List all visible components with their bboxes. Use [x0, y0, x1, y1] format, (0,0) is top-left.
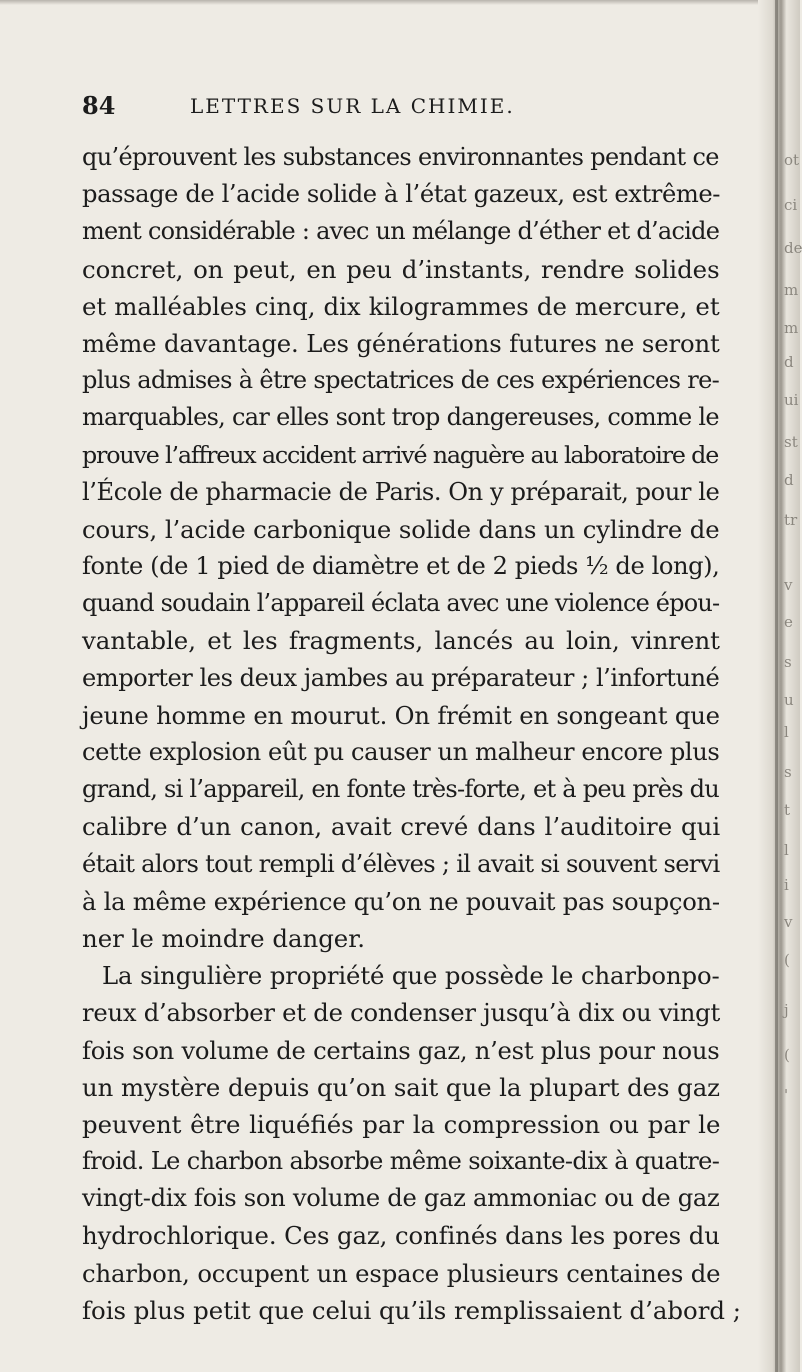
- text-line: cours, l’acide carbonique solide dans un cylindre de: [82, 514, 720, 544]
- bleed-fragment: de: [784, 239, 802, 257]
- text-line: et malléables cinq, dix kilogrammes de mercure, et: [82, 291, 720, 321]
- bleed-fragment: s: [784, 763, 792, 781]
- bleed-fragment: (: [784, 1046, 790, 1064]
- bleed-fragment: u: [784, 691, 794, 709]
- bleed-fragment: ci: [784, 196, 798, 214]
- text-line: grand, si l’appareil, en fonte très-forte, et à peu près du: [82, 775, 720, 804]
- text-line: charbon, occupent un espace plusieurs centaines de: [82, 1258, 721, 1288]
- bleed-fragment: ot: [784, 151, 800, 169]
- bleed-fragment: l: [784, 841, 789, 859]
- running-head: LETTRES SUR LA CHIMIE.: [190, 94, 515, 118]
- bleed-fragment: j: [784, 1001, 789, 1019]
- bleed-fragment: v: [784, 576, 793, 594]
- bleed-fragment: t: [784, 801, 791, 819]
- text-line: l’École de pharmacie de Paris. On y préparait, pour le: [82, 477, 720, 506]
- text-line: fonte (de 1 pied de diamètre et de 2 pieds ½ de long),: [82, 552, 720, 581]
- text-line: froid. Le charbon absorbe même soixante-dix à quatre-: [82, 1147, 720, 1176]
- text-line: reux d’absorber et de condenser jusqu’à dix ou vingt: [82, 998, 720, 1028]
- bleed-fragment: ui: [784, 391, 799, 409]
- bleed-fragment: m: [784, 319, 799, 337]
- text-line: plus admises à être spectatrices de ces expériences re-: [82, 366, 720, 395]
- bleed-fragment: m: [784, 281, 799, 299]
- bleed-fragment: st: [784, 433, 798, 451]
- facing-page-edge: [775, 0, 778, 1372]
- body-text: [82, 139, 741, 1329]
- bleed-fragment: l: [784, 723, 789, 741]
- bleed-fragment: e: [784, 613, 793, 631]
- text-line: un mystère depuis qu’on sait que la plupart des gaz: [82, 1072, 720, 1102]
- text-line: emporter les deux jambes au préparateur ; l’infortuné: [82, 663, 720, 692]
- text-line: ner le moindre danger.: [82, 923, 365, 953]
- bleed-fragment: ': [784, 1086, 789, 1104]
- text-line: peuvent être liquéfiés par la compression ou par le: [82, 1109, 721, 1139]
- page-header: [82, 91, 722, 121]
- bleed-fragment: tr: [784, 511, 798, 529]
- bleed-fragment: i: [784, 876, 789, 894]
- page-top-edge: [0, 0, 780, 5]
- bleed-fragment: v: [784, 913, 793, 931]
- text-line: passage de l’acide solide à l’état gazeux, est extrême-: [82, 180, 721, 209]
- text-line: fois plus petit que celui qu’ils remplissaient d’abord ;: [82, 1295, 741, 1325]
- text-line: marquables, car elles sont trop dangereuses, comme le: [82, 403, 719, 432]
- text-line: fois son volume de certains gaz, n’est plus pour nous: [82, 1035, 720, 1065]
- bleed-fragment: d: [784, 471, 794, 489]
- text-line: hydrochlorique. Ces gaz, confinés dans les pores du: [82, 1221, 720, 1251]
- text-line: prouve l’affreux accident arrivé naguère au laboratoire de: [82, 440, 719, 469]
- text-line: même davantage. Les générations futures ne seront: [82, 328, 720, 358]
- text-line: quand soudain l’appareil éclata avec une violence épou-: [82, 589, 720, 618]
- bleed-fragment: d: [784, 353, 794, 371]
- text-line: concret, on peut, en peu d’instants, rendre solides: [82, 254, 720, 284]
- text-line: ment considérable : avec un mélange d’éther et d’acide: [82, 217, 720, 246]
- bleed-fragment: s: [784, 653, 792, 671]
- text-line: jeune homme en mourut. On frémit en songeant que: [82, 700, 720, 730]
- page-number: 84: [82, 91, 116, 120]
- paragraph-start-line: La singulière propriété que possède le charbonpo-: [102, 961, 720, 991]
- text-line: qu’éprouvent les substances environnantes pendant ce: [82, 143, 719, 171]
- text-line: vingt-dix fois son volume de gaz ammoniac ou de gaz: [82, 1184, 720, 1213]
- bleed-fragment: (: [784, 951, 790, 969]
- text-line: vantable, et les fragments, lancés au loin, vinrent: [82, 626, 720, 656]
- text-line: était alors tout rempli d’élèves ; il avait si souvent servi: [82, 849, 720, 878]
- text-line: cette explosion eût pu causer un malheur encore plus: [82, 738, 720, 766]
- text-line: calibre d’un canon, avait crevé dans l’auditoire qui: [82, 812, 721, 842]
- text-line: à la même expérience qu’on ne pouvait pas soupçon-: [82, 886, 720, 916]
